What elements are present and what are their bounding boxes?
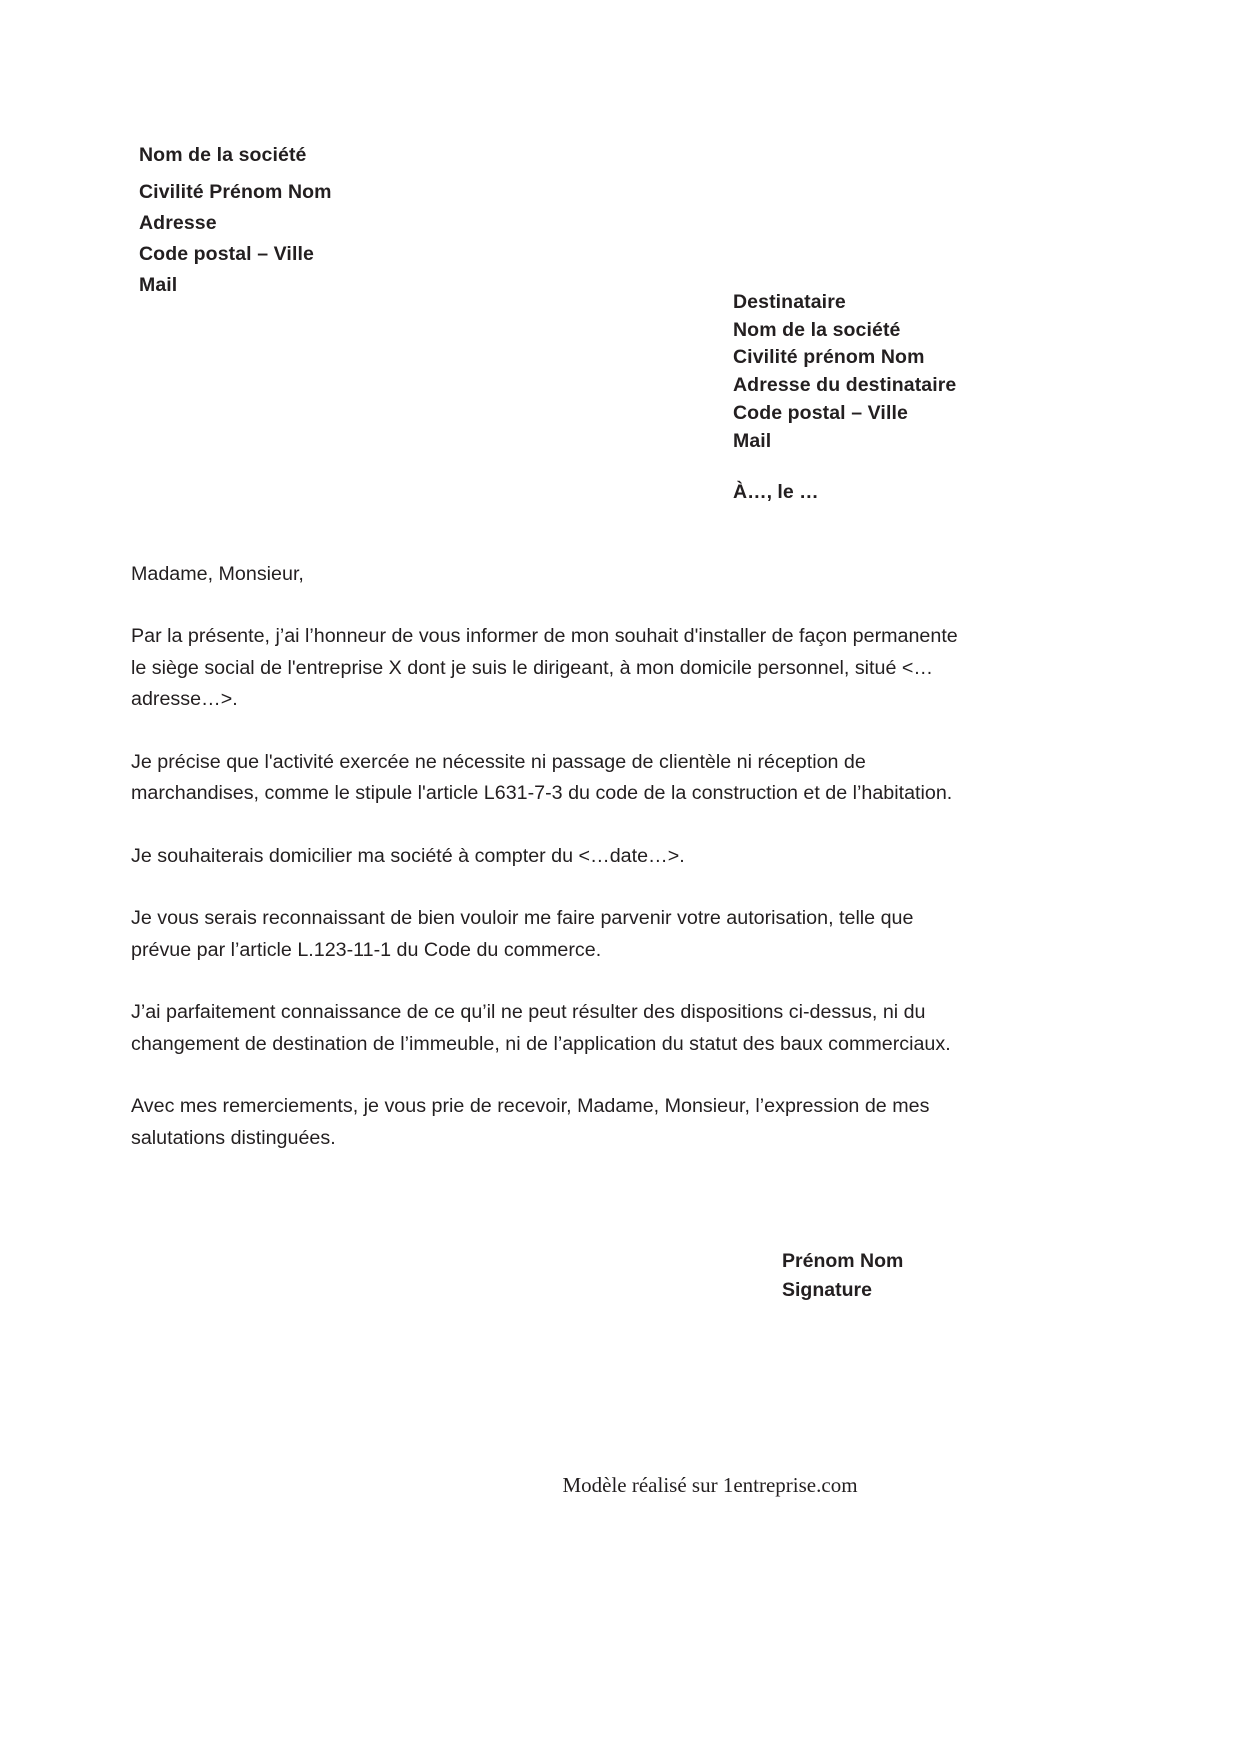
footer <box>0 1472 1240 1498</box>
signature-block <box>782 1247 903 1305</box>
signature-name: Prénom Nom <box>782 1250 904 1272</box>
body-paragraph-3: Je souhaiterais domicilier ma société à compter du <…date…>. <box>131 844 685 867</box>
recipient-street-address: Adresse du destinataire <box>733 374 957 397</box>
recipient-company-name: Nom de la société <box>733 318 901 341</box>
sender-person-name: Civilité Prénom Nom <box>139 181 332 203</box>
recipient-postal-city: Code postal – Ville <box>733 401 908 424</box>
signature-label: Signature <box>782 1279 872 1301</box>
recipient-heading: Destinataire <box>733 291 846 313</box>
body-paragraph-2: Je précise que l'activité exercée ne nécessite ni passage de clientèle ni réception de marchandises, comme le stipule l'article L631-7-3 du code de la construction et de l’habitation. <box>131 750 953 804</box>
sender-street-address: Adresse <box>139 212 217 234</box>
letter-body <box>131 559 961 1185</box>
body-paragraph-6: Avec mes remerciements, je vous prie de recevoir, Madame, Monsieur, l’expression de mes salutations distinguées. <box>131 1095 930 1149</box>
sender-postal-city: Code postal – Ville <box>139 243 314 265</box>
sender-address-block <box>139 140 599 301</box>
recipient-person-name: Civilité prénom Nom <box>733 346 925 369</box>
sender-company-name: Nom de la société <box>139 144 307 166</box>
salutation: Madame, Monsieur, <box>131 563 304 585</box>
body-paragraph-5: J’ai parfaitement connaissance de ce qu’il ne peut résulter des dispositions ci-dessus, ni du changement de destination de l’immeuble, ni de l’application du statut des baux commerciaux. <box>131 1001 951 1055</box>
body-paragraph-1: Par la présente, j’ai l’honneur de vous informer de mon souhait d'installer de façon permanente le siège social de l'entreprise X dont je suis le dirigeant, à mon domicile personnel, situé <…adresse…>. <box>131 625 958 710</box>
recipient-mail: Mail <box>733 429 772 452</box>
sender-mail: Mail <box>139 274 178 296</box>
recipient-address-block <box>733 289 1163 455</box>
place-and-date-line: À…, le … <box>733 481 819 503</box>
footer-credit: Modèle réalisé sur 1entreprise.com <box>562 1473 858 1497</box>
body-paragraph-4: Je vous serais reconnaissant de bien vouloir me faire parvenir votre autorisation, telle que prévue par l’article L.123-11-1 du Code du commerce. <box>131 907 914 961</box>
